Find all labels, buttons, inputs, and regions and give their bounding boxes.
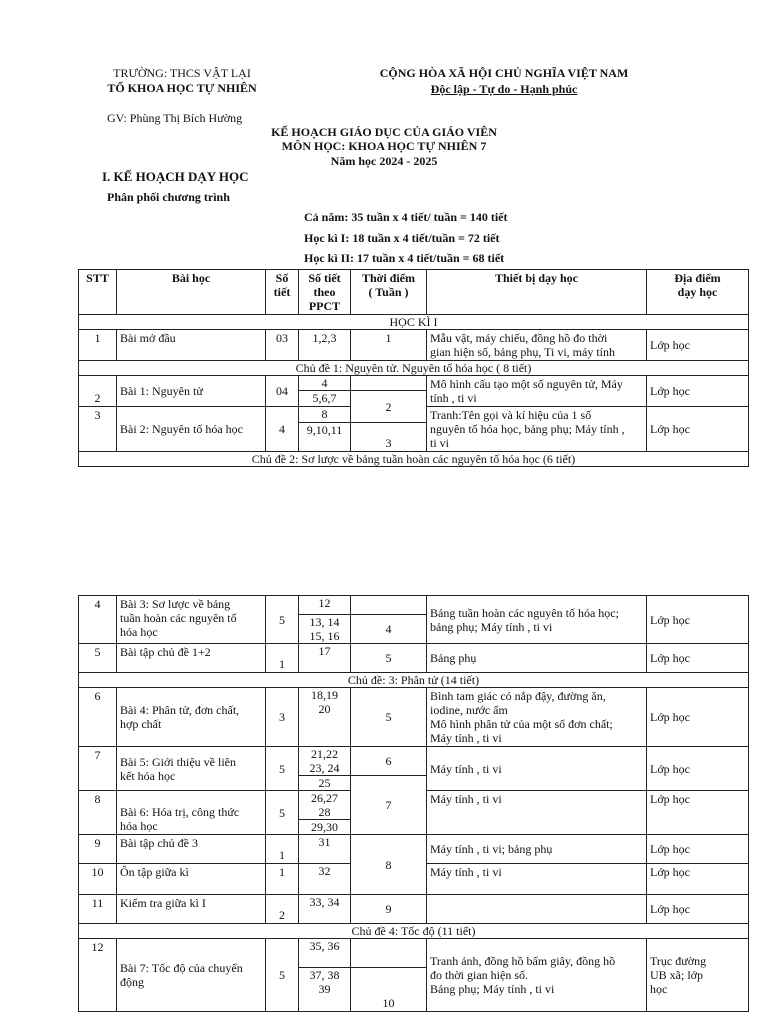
row-stt: 12 bbox=[79, 939, 117, 1012]
equipment-line: gian hiện số, bảng phụ, Ti vi, máy tính bbox=[430, 345, 616, 359]
row-ppct: 32 bbox=[299, 864, 351, 895]
equipment-line: Tranh:Tên gọi và kí hiệu của 1 số bbox=[430, 408, 592, 422]
row-week: 2 bbox=[351, 391, 427, 423]
row-stt: 1 bbox=[79, 330, 117, 361]
table-row bbox=[79, 330, 749, 361]
lesson-line: hợp chất bbox=[120, 717, 162, 731]
row-lesson: Bài tập chủ đề 1+2 bbox=[117, 644, 266, 673]
header-equipment: Thiết bị dạy học bbox=[427, 270, 647, 315]
row-periods: 1 bbox=[266, 835, 299, 864]
ppct-line: 18,19 bbox=[311, 688, 338, 702]
school-year: Năm học 2024 - 2025 bbox=[330, 154, 438, 168]
row-place: Lớp học bbox=[647, 330, 749, 361]
row-stt: 9 bbox=[79, 835, 117, 864]
header-time-line1: Thời điểm bbox=[362, 271, 415, 285]
header-periods bbox=[266, 270, 299, 315]
term-label: HỌC KÌ I bbox=[79, 315, 749, 330]
header-lesson: Bài học bbox=[117, 270, 266, 315]
row-periods: 4 bbox=[266, 407, 299, 452]
plan-table-part-1 bbox=[78, 269, 749, 467]
row-equipment bbox=[427, 688, 647, 747]
row-ppct: 17 bbox=[299, 644, 351, 673]
row-place: Lớp học bbox=[647, 835, 749, 864]
term2-total: Học kì II: 17 tuần x 4 tiết/tuần = 68 tiết bbox=[304, 251, 505, 265]
row-ppct: 25 bbox=[299, 776, 351, 791]
equipment-line: ti vi bbox=[430, 436, 450, 450]
row-equipment bbox=[427, 939, 647, 1012]
row-periods: 5 bbox=[266, 747, 299, 791]
header-ppct-line2: theo bbox=[313, 285, 336, 299]
year-total: Cả năm: 35 tuần x 4 tiết/ tuần = 140 tiết bbox=[304, 210, 508, 224]
row-equipment bbox=[427, 376, 647, 407]
topic-row bbox=[79, 924, 749, 939]
row-lesson: Bài tập chủ đề 3 bbox=[117, 835, 266, 864]
row-ppct: 9,10,11 bbox=[299, 423, 351, 452]
row-equipment: Máy tính , ti vi bbox=[427, 747, 647, 791]
header-ppct bbox=[299, 270, 351, 315]
table-row bbox=[79, 376, 749, 391]
lesson-line: Bài 4: Phân tử, đơn chất, bbox=[120, 703, 240, 717]
nation-title: CỘNG HÒA XÃ HỘI CHỦ NGHĨA VIỆT NAM bbox=[379, 66, 629, 80]
row-ppct bbox=[299, 747, 351, 776]
equipment-line: Bình tam giác có nắp đậy, đường ăn, bbox=[430, 689, 606, 703]
lesson-line: hóa học bbox=[120, 625, 158, 639]
row-ppct: 29,30 bbox=[299, 820, 351, 835]
plan-title: KẾ HOẠCH GIÁO DỤC CỦA GIÁO VIÊN bbox=[271, 125, 497, 139]
lesson-line: Bài 6: Hóa trị, công thức bbox=[120, 805, 240, 819]
row-stt: 2 bbox=[79, 376, 117, 407]
topic-2: Chủ đề 2: Sơ lược về bảng tuần hoàn các nguyên tố hóa học (6 tiết) bbox=[79, 452, 749, 467]
row-week: 5 bbox=[351, 644, 427, 673]
row-place: Lớp học bbox=[647, 747, 749, 791]
row-week-empty bbox=[351, 376, 427, 391]
section-heading: I. KẾ HOẠCH DẠY HỌC bbox=[102, 169, 249, 184]
plan-table-part-2 bbox=[78, 595, 749, 1012]
topic-row bbox=[79, 452, 749, 467]
place-line: học bbox=[650, 982, 668, 996]
row-periods: 04 bbox=[266, 376, 299, 407]
table-row bbox=[79, 939, 749, 968]
ppct-line: 23, 24 bbox=[309, 761, 340, 775]
topic-row bbox=[79, 361, 749, 376]
row-lesson bbox=[117, 747, 266, 791]
row-equipment bbox=[427, 407, 647, 452]
row-equipment-empty bbox=[427, 895, 647, 924]
table-row bbox=[79, 895, 749, 924]
row-lesson: Bài mở đầu bbox=[117, 330, 266, 361]
row-week: 10 bbox=[351, 968, 427, 1012]
row-equipment bbox=[427, 596, 647, 644]
row-stt: 11 bbox=[79, 895, 117, 924]
row-week-empty bbox=[351, 939, 427, 968]
row-ppct: 12 bbox=[299, 596, 351, 615]
place-line: UB xã; lớp bbox=[650, 968, 704, 982]
equipment-line: đo thời gian hiện số. bbox=[430, 968, 529, 982]
row-equipment: Máy tính , ti vi bbox=[427, 791, 647, 835]
ppct-line: 39 bbox=[318, 982, 331, 996]
row-place: Lớp học bbox=[647, 596, 749, 644]
lesson-line: kết hóa học bbox=[120, 768, 176, 783]
row-periods: 2 bbox=[266, 895, 299, 924]
row-periods: 03 bbox=[266, 330, 299, 361]
equipment-line: iodine, nước ấm bbox=[430, 703, 508, 717]
row-place bbox=[647, 939, 749, 1012]
row-equipment: Bảng phụ bbox=[427, 644, 647, 673]
row-ppct: 31 bbox=[299, 835, 351, 864]
table-row bbox=[79, 835, 749, 864]
row-stt: 6 bbox=[79, 688, 117, 747]
row-periods: 1 bbox=[266, 864, 299, 895]
row-stt: 5 bbox=[79, 644, 117, 673]
row-lesson bbox=[117, 596, 266, 644]
teacher-name: GV: Phùng Thị Bích Hường bbox=[107, 111, 243, 125]
topic-row bbox=[79, 673, 749, 688]
row-place: Lớp học bbox=[647, 864, 749, 895]
row-periods: 5 bbox=[266, 791, 299, 835]
equipment-line: Mô hình cấu tạo một số nguyên tử, Máy bbox=[430, 377, 623, 391]
header-ppct-line3: PPCT bbox=[308, 299, 341, 313]
row-week: 6 bbox=[351, 747, 427, 776]
row-place: Lớp học bbox=[647, 376, 749, 407]
table-row bbox=[79, 747, 749, 776]
header-time-line2: ( Tuần ) bbox=[368, 285, 409, 299]
nation-motto bbox=[340, 82, 668, 96]
school-name: TRƯỜNG: THCS VẬT LẠI bbox=[113, 66, 251, 80]
header-place-line1: Địa điểm bbox=[674, 271, 721, 285]
row-stt: 4 bbox=[79, 596, 117, 644]
ppct-line: 37, 38 bbox=[309, 968, 340, 982]
row-ppct: 4 bbox=[299, 376, 351, 391]
row-lesson bbox=[117, 939, 266, 1012]
row-ppct bbox=[299, 615, 351, 644]
row-week: 8 bbox=[351, 835, 427, 895]
row-place: Lớp học bbox=[647, 791, 749, 835]
row-ppct: 8 bbox=[299, 407, 351, 423]
topic-1: Chủ đề 1: Nguyên tử. Nguyên tố hóa học ( 8 tiết) bbox=[79, 361, 749, 376]
row-periods: 1 bbox=[266, 644, 299, 673]
row-stt: 10 bbox=[79, 864, 117, 895]
row-ppct: 1,2,3 bbox=[299, 330, 351, 361]
row-lesson bbox=[117, 688, 266, 747]
ppct-line: 20 bbox=[318, 702, 331, 716]
row-equipment: Máy tính , ti vi bbox=[427, 864, 647, 895]
row-lesson: Bài 2: Nguyên tố hóa học bbox=[117, 407, 266, 452]
row-stt: 7 bbox=[79, 747, 117, 791]
ppct-line: 28 bbox=[318, 805, 331, 819]
lesson-line: động bbox=[120, 975, 144, 989]
row-lesson bbox=[117, 791, 266, 835]
place-line: Trục đường bbox=[650, 954, 707, 968]
row-ppct bbox=[299, 968, 351, 1012]
row-week: 3 bbox=[351, 423, 427, 452]
ppct-line: 13, 14 bbox=[309, 615, 340, 629]
topic-3: Chủ đề: 3: Phân tử (14 tiết) bbox=[79, 673, 749, 688]
motto-text: Độc lập - Tự do - Hạnh phúc bbox=[430, 82, 578, 96]
equipment-line: tính , ti vi bbox=[430, 391, 477, 405]
row-week: 9 bbox=[351, 895, 427, 924]
row-ppct bbox=[299, 688, 351, 747]
row-ppct: 35, 36 bbox=[299, 939, 351, 968]
equipment-line: Máy tính , ti vi bbox=[430, 731, 502, 745]
equipment-line: nguyên tố hóa học, bảng phụ; Máy tính , bbox=[430, 422, 625, 436]
equipment-line: Mẫu vật, máy chiếu, đồng hồ đo thời bbox=[430, 331, 608, 345]
row-week: 5 bbox=[351, 688, 427, 747]
lesson-line: hóa học bbox=[120, 819, 158, 833]
subject-title: MÔN HỌC: KHOA HỌC TỰ NHIÊN 7 bbox=[281, 139, 487, 153]
row-week: 4 bbox=[351, 615, 427, 644]
table-row bbox=[79, 688, 749, 747]
header-periods-text: Số tiết bbox=[273, 271, 291, 299]
row-equipment bbox=[427, 330, 647, 361]
row-place: Lớp học bbox=[647, 895, 749, 924]
equipment-line: bảng phụ; Máy tính , ti vi bbox=[430, 619, 553, 634]
row-periods: 5 bbox=[266, 596, 299, 644]
department-name: TỔ KHOA HỌC TỰ NHIÊN bbox=[107, 81, 257, 95]
row-ppct bbox=[299, 791, 351, 820]
row-place: Lớp học bbox=[647, 688, 749, 747]
section-subheading: Phân phối chương trình bbox=[107, 190, 230, 204]
ppct-line: 26,27 bbox=[311, 791, 338, 805]
topic-4: Chủ đề 4: Tốc độ (11 tiết) bbox=[79, 924, 749, 939]
table-header-row bbox=[79, 270, 749, 315]
equipment-line: Mô hình phân tử của một số đơn chất; bbox=[430, 717, 613, 731]
row-week: 7 bbox=[351, 776, 427, 835]
lesson-line: Bài 7: Tốc độ của chuyển bbox=[120, 961, 243, 975]
term-row bbox=[79, 315, 749, 330]
row-lesson: Kiểm tra giữa kì I bbox=[117, 895, 266, 924]
table-row bbox=[79, 644, 749, 673]
row-periods: 5 bbox=[266, 939, 299, 1012]
lesson-line: tuần hoàn các nguyên tố bbox=[120, 611, 237, 625]
header-place-line2: dạy học bbox=[677, 285, 718, 299]
table-row bbox=[79, 596, 749, 615]
header-time bbox=[351, 270, 427, 315]
row-lesson: Ôn tập giữa kì bbox=[117, 864, 266, 895]
row-stt: 8 bbox=[79, 791, 117, 835]
row-periods: 3 bbox=[266, 688, 299, 747]
row-lesson: Bài 1: Nguyên tử bbox=[117, 376, 266, 407]
equipment-line: Bảng phụ; Máy tính , ti vi bbox=[430, 982, 555, 996]
lesson-line: Bài 3: Sơ lược về bảng bbox=[120, 597, 231, 611]
header-ppct-line1: Số tiết bbox=[308, 271, 341, 285]
row-stt: 3 bbox=[79, 407, 117, 452]
row-ppct: 33, 34 bbox=[299, 895, 351, 924]
row-ppct: 5,6,7 bbox=[299, 391, 351, 407]
term1-total: Học kì I: 18 tuần x 4 tiết/tuần = 72 tiết bbox=[304, 231, 500, 245]
header-stt: STT bbox=[79, 270, 117, 315]
ppct-line: 21,22 bbox=[311, 747, 338, 761]
row-place: Lớp học bbox=[647, 407, 749, 452]
row-week: 1 bbox=[351, 330, 427, 361]
row-place: Lớp học bbox=[647, 644, 749, 673]
header-place bbox=[647, 270, 749, 315]
lesson-line: Bài 5: Giới thiệu về liên bbox=[120, 754, 236, 769]
row-week-empty bbox=[351, 596, 427, 615]
equipment-line: Tranh ảnh, đồng hồ bấm giây, đồng hồ bbox=[430, 954, 616, 968]
ppct-line: 15, 16 bbox=[309, 629, 340, 643]
row-equipment: Máy tính , ti vi; bảng phụ bbox=[427, 835, 647, 864]
equipment-line: Bảng tuần hoàn các nguyên tố hóa học; bbox=[430, 605, 619, 620]
